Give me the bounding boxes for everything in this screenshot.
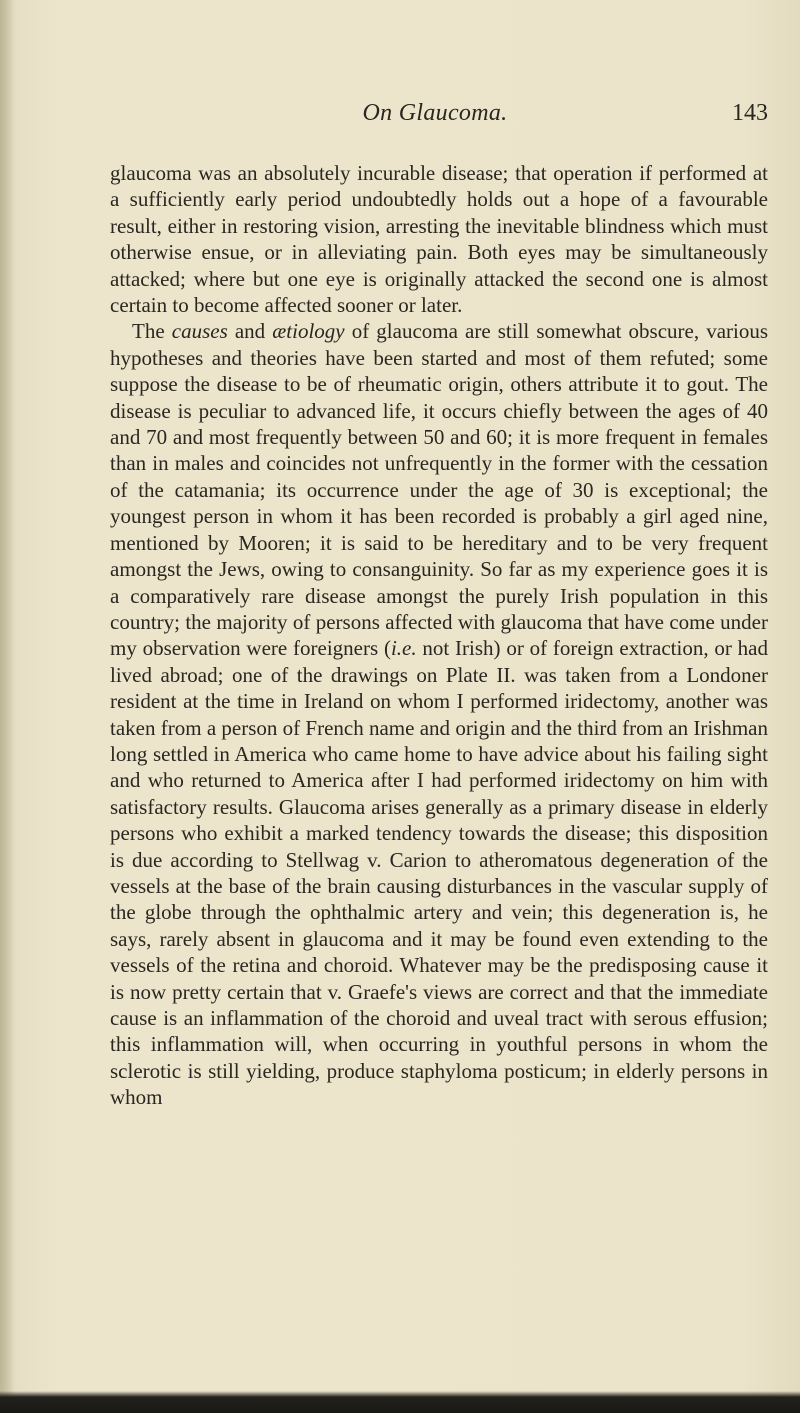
page-number: 143 [732,100,768,126]
paragraph-2-and: and [234,319,266,344]
paragraph-2 [110,318,768,1110]
italic-aetiology: ætiology [272,319,345,344]
page-gutter-shadow [0,0,14,1413]
paragraph-2-text: of glaucoma are still somewhat obscure, various hypotheses and theories have been started and most of them refuted; some suppose the disease to be of rheumatic origin, others attribute it to gout. The disease is peculiar to advanced life, it occurs chiefly between the ages of 40 and 70 and most frequently between 50 and 60; it is more frequent in females than in males and coincides not unfrequently in the former with the cessation of the catamania; its occurrence under the age of 30 is exceptional; the youngest person in whom it has been recorded is probably a girl aged nine, mentioned by Mooren; it is said to be hereditary and to be very frequent amongst the Jews, owing to consanguinity. So far as my experience goes it is a comparatively rare disease amongst the purely Irish population in this country; the majority of persons affected with glaucoma that have come under my observation were foreigners ( [110,319,769,661]
running-title: On Glaucoma. [362,100,508,126]
paragraph-1: glaucoma was an absolutely incurable disease; that operation if performed at a sufficiently early period undoubtedly holds out a hope of a favourable result, either in restoring vision, arresting the inevitable blindness which must otherwise ensue, or in alleviating pain. Both eyes may be simultaneously attacked; where but one eye is originally attacked the second one is almost certain to become affected sooner or later. [110,161,768,318]
italic-causes: causes [171,319,228,344]
paragraph-2-intro: The [132,319,165,344]
page-header [100,100,768,136]
italic-ie: i.e. [390,636,417,661]
body-text [110,160,768,1111]
scan-bottom-edge [0,1391,800,1413]
paragraph-2-text-continued: not Irish) or of foreign extraction, or had lived abroad; one of the drawings on Plate II. was taken from a Londoner resident at the time in Ireland on whom I performed iridectomy, another was taken from a person of French name and origin and the third from an Irishman long settled in America who came home to have advice about his failing sight and who returned to America after I had performed iridectomy on him with satisfactory results. Glaucoma arises generally as a primary disease in elderly persons who exhibit a marked tendency towards the disease; this disposition is due according to Stellwag v. Carion to atheromatous degeneration of the vessels at the base of the brain causing disturbances in the vascular supply of the globe through the ophthalmic artery and vein; this degeneration is, he says, rarely absent in glaucoma and it may be found even extending to the vessels of the retina and choroid. Whatever may be the predisposing cause it is now pretty certain that v. Graefe's views are correct and that the immediate cause is an inflammation of the choroid and uveal tract with serous effusion; this inflammation will, when occurring in youthful persons in whom the sclerotic is still yielding, produce staphyloma posticum; in elderly persons in whom [110,636,768,1110]
